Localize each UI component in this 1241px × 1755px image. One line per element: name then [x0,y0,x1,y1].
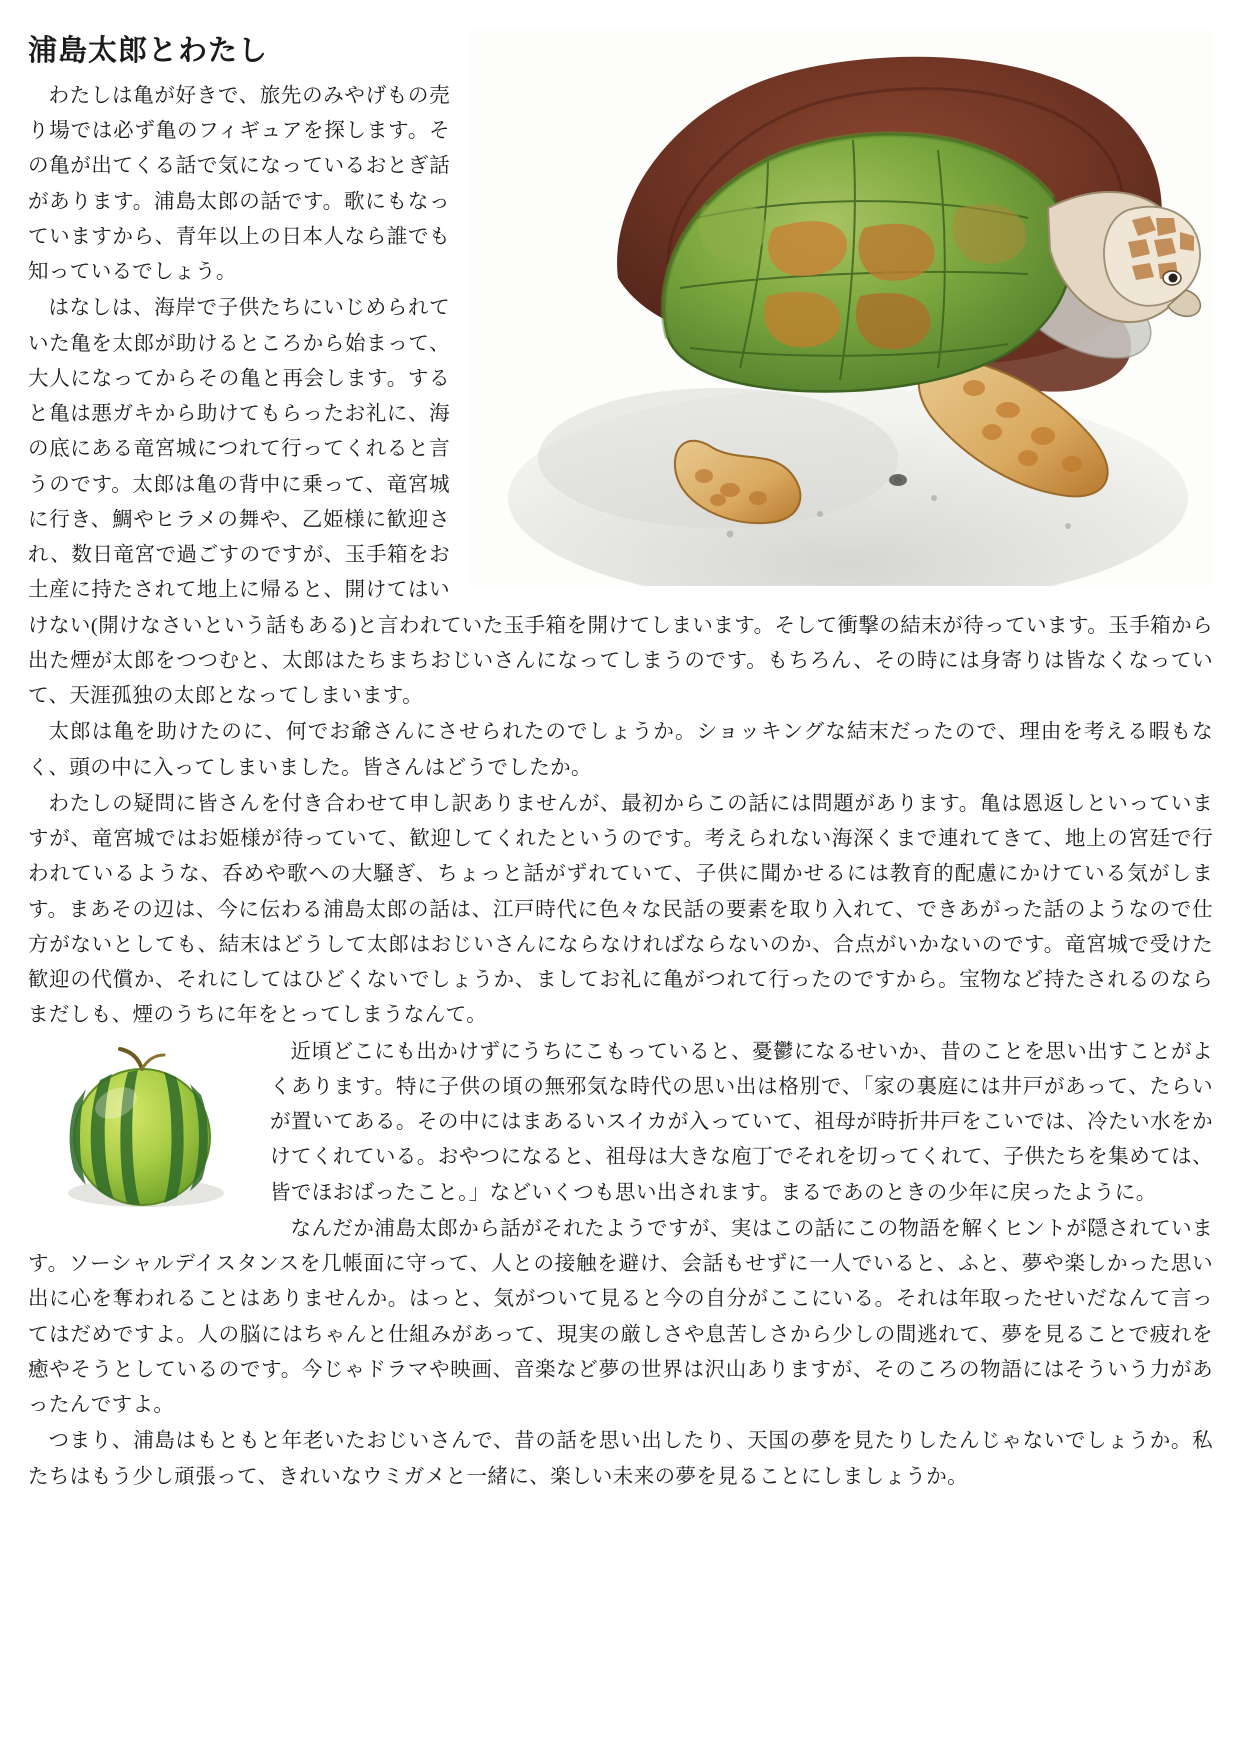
sea-turtle-illustration [468,28,1213,586]
paragraph-6: なんだか浦島太郎から話がそれたようですが、実はこの話にこの物語を解くヒントが隠されています。ソーシャルデイスタンスを几帳面に守って、人との接触を避け、会話もせずに一人でいると、ふと、夢や楽しかった思い出に心を奪われることはありませんか。はっと、気がついて見ると今の自分がここにいる。それは年取ったせいだなんて言ってはだめですよ。人の脳にはちゃんと仕組みがあって、現実の厳しさや息苦しさから少しの間逃れて、夢を見ることで疲れを癒やそうとしているのです。今じゃドラマや映画、音楽など夢の世界は沢山ありますが、そのころの物語にはそういう力があったんですよ。 [28,1217,1213,1417]
paragraph-1: わたしは亀が好きで、旅先のみやげもの売り場では必ず亀のフィギュアを探します。その亀が出てくる話で気になっているおとぎ話があります。浦島太郎の話です。歌にもなっていますから、青年以上の日本人なら誰でも知っているでしょう。 [28,84,450,284]
paragraph-5: 近頃どこにも出かけずにうちにこもっていると、憂鬱になるせいか、昔のことを思い出すことがよくあります。特に子供の頃の無邪気な時代の思い出は格別で、「家の裏庭には井戸があって、たらいが置いてある。その中にはまあるいスイカが入っていて、祖母が時折井戸をこいでは、冷たい水をかけてくれている。おやつになると、祖母は大きな庖丁でそれを切ってくれて、子供たちを集めては、皆でほおばったこと。」などいくつも思い出されます。まるであのときの少年に戻ったように。 [270,1040,1213,1204]
watermelon-illustration [38,1041,256,1213]
page-title: 浦島太郎とわたし [28,35,269,67]
paragraph-7: つまり、浦島はもともと年老いたおじいさんで、昔の話を思い出したり、天国の夢を見たりしたんじゃないでしょうか。私たちはもう少し頑張って、きれいなウミガメと一緒に、楽しい未来の夢を見ることにしましょうか。 [28,1430,1213,1488]
paragraph-2: はなしは、海岸で子供たちにいじめられていた亀を太郎が助けるところから始まって、大人になってからその亀と再会します。すると亀は悪ガキから助けてもらったお礼に、海の底にある竜宮城につれて行ってくれると言うのです。太郎は亀の背中に乗って、竜宮城に行き、鯛やヒラメの舞や、乙姫様に歓迎され、数日竜宮で過ごすのですが、玉手箱をお土産に持たされて地上に帰ると、開けてはいけない(開けなさいという話もある)と言われていた玉手箱を開けてしまいます。そして衝撃の結末が待っています。玉手箱から出た煙が太郎をつつむと、太郎はたちまちおじいさんになってしまうのです。もちろん、その時には身寄りは皆なくなっていて、天涯孤独の太郎となってしまいます。 [28,297,1213,708]
paragraph-3: 太郎は亀を助けたのに、何でお爺さんにさせられたのでしょうか。ショッキングな結末だったので、理由を考える暇もなく、頭の中に入ってしまいました。皆さんはどうでしたか。 [28,721,1213,779]
paragraph-4: わたしの疑問に皆さんを付き合わせて申し訳ありませんが、最初からこの話には問題があります。亀は恩返しといっていますが、竜宮城ではお姫様が待っていて、歓迎してくれたというのです。考えられない海深くまで連れてきて、地上の宮廷で行われているような、呑めや歌への大騒ぎ、ちょっと話がずれていて、子供に聞かせるには教育的配慮にかけている気がします。まあその辺は、今に伝わる浦島太郎の話は、江戸時代に色々な民話の要素を取り入れて、できあがった話のようなので仕方がないとしても、結末はどうして太郎はおじいさんにならなければならないのか、合点がいかないのです。竜宮城で受けた歓迎の代償か、それにしてはひどくないでしょうか、ましてお礼に亀がつれて行ったのですから。宝物など持たされるのならまだしも、煙のうちに年をとってしまうなんて。 [28,792,1213,1027]
